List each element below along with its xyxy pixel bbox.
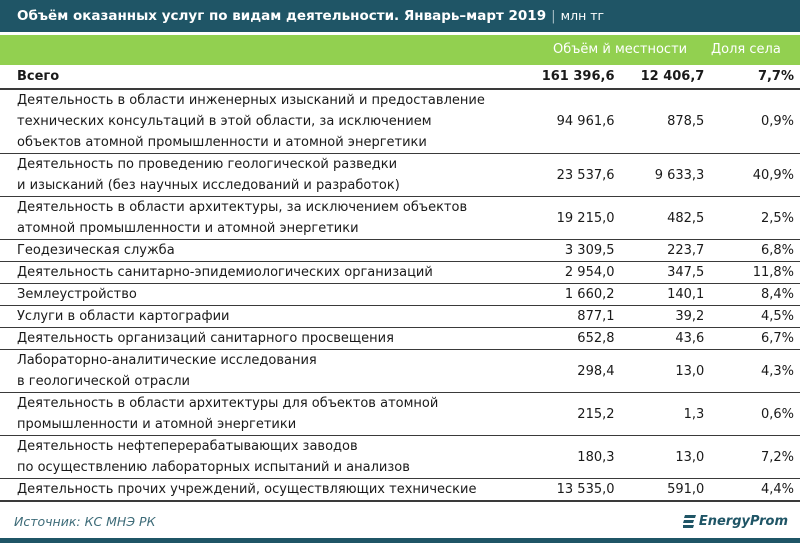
bottom-rule <box>0 538 800 543</box>
table-title: Объём оказанных услуг по видам деятельности. Январь–март 2019 <box>17 8 547 24</box>
row-name-line: и изысканий (без научных исследований и разработок) <box>17 178 400 193</box>
table-row <box>0 89 800 154</box>
table-row <box>0 154 800 197</box>
row-rural-value: 39,2 <box>615 306 705 328</box>
table-row <box>0 306 800 328</box>
row-name <box>0 350 535 393</box>
row-name-line: Деятельность в области инженерных изысканий и предоставление <box>17 93 485 108</box>
row-name: Всего <box>0 66 535 89</box>
row-total-value: 94 961,6 <box>535 89 615 154</box>
row-name <box>0 479 535 502</box>
services-table <box>0 66 800 502</box>
row-total-value: 877,1 <box>535 306 615 328</box>
row-rural-value: 223,7 <box>615 240 705 262</box>
row-share-value: 6,8% <box>704 240 800 262</box>
row-name-line: Деятельность прочих учреждений, осуществляющих технические <box>17 482 477 497</box>
row-name <box>0 262 535 284</box>
row-total-value: 215,2 <box>535 393 615 436</box>
row-name-line: по осуществлению лабораторных испытаний и анализов <box>17 460 410 475</box>
row-name-line: Деятельность санитарно-эпидемиологических организаций <box>17 265 433 280</box>
energyprom-logo-icon <box>683 515 696 529</box>
row-name <box>0 436 535 479</box>
row-share-value: 4,4% <box>704 479 800 502</box>
row-name <box>0 197 535 240</box>
row-name <box>0 89 535 154</box>
table-row <box>0 240 800 262</box>
table-row <box>0 284 800 306</box>
row-total-value: 13 535,0 <box>535 479 615 502</box>
column-header-share: Доля села <box>711 42 781 57</box>
row-share-value: 0,6% <box>704 393 800 436</box>
row-total-value: 161 396,6 <box>535 66 615 89</box>
row-name <box>0 240 535 262</box>
row-name-line: атомной промышленности и атомной энергетики <box>17 221 359 236</box>
logo-text: EnergyProm <box>698 514 788 529</box>
column-header-volume: Объём й местности <box>553 42 688 57</box>
row-name-line: технических консультаций в этой области, за исключением <box>17 114 432 129</box>
row-name-line: Деятельность организаций санитарного просвещения <box>17 331 394 346</box>
row-total-value: 652,8 <box>535 328 615 350</box>
row-total-value: 298,4 <box>535 350 615 393</box>
row-name-line: Деятельность в области архитектуры для объектов атомной <box>17 396 439 411</box>
table-row <box>0 350 800 393</box>
row-share-value: 4,3% <box>704 350 800 393</box>
row-total-value: 180,3 <box>535 436 615 479</box>
row-share-value: 2,5% <box>704 197 800 240</box>
row-name <box>0 284 535 306</box>
row-total-value: 23 537,6 <box>535 154 615 197</box>
row-total-value: 3 309,5 <box>535 240 615 262</box>
table-row <box>0 393 800 436</box>
row-share-value: 11,8% <box>704 262 800 284</box>
row-rural-value: 43,6 <box>615 328 705 350</box>
row-share-value: 7,2% <box>704 436 800 479</box>
row-name <box>0 154 535 197</box>
row-name-line: Услуги в области картографии <box>17 309 230 324</box>
row-rural-value: 9 633,3 <box>615 154 705 197</box>
row-rural-value: 878,5 <box>615 89 705 154</box>
row-name-line: объектов атомной промышленности и атомной энергетики <box>17 135 427 150</box>
table-row <box>0 328 800 350</box>
row-rural-value: 140,1 <box>615 284 705 306</box>
table-row <box>0 436 800 479</box>
row-name-line: Деятельность по проведению геологической разведки <box>17 157 398 172</box>
row-share-value: 4,5% <box>704 306 800 328</box>
table-row-total <box>0 66 800 89</box>
row-name <box>0 393 535 436</box>
row-name-line: Землеустройство <box>17 287 137 302</box>
row-share-value: 7,7% <box>704 66 800 89</box>
table-row <box>0 262 800 284</box>
row-rural-value: 591,0 <box>615 479 705 502</box>
row-share-value: 8,4% <box>704 284 800 306</box>
row-rural-value: 13,0 <box>615 436 705 479</box>
column-header-bar <box>0 35 800 65</box>
source-note: Источник: КС МНЭ РК <box>14 514 156 529</box>
row-rural-value: 13,0 <box>615 350 705 393</box>
row-name <box>0 306 535 328</box>
row-name-line: Геодезическая служба <box>17 243 175 258</box>
row-rural-value: 12 406,7 <box>615 66 705 89</box>
row-share-value: 6,7% <box>704 328 800 350</box>
row-name-line: промышленности и атомной энергетики <box>17 417 297 432</box>
title-separator: | <box>551 8 556 24</box>
row-name-line: в геологической отрасли <box>17 374 190 389</box>
row-name-line: Лабораторно-аналитические исследования <box>17 353 317 368</box>
row-name <box>0 328 535 350</box>
row-share-value: 0,9% <box>704 89 800 154</box>
table-unit: млн тг <box>560 8 605 23</box>
row-total-value: 19 215,0 <box>535 197 615 240</box>
energyprom-logo <box>683 514 788 529</box>
table-title-bar <box>0 0 800 32</box>
row-total-value: 1 660,2 <box>535 284 615 306</box>
row-total-value: 2 954,0 <box>535 262 615 284</box>
row-rural-value: 482,5 <box>615 197 705 240</box>
row-share-value: 40,9% <box>704 154 800 197</box>
row-rural-value: 1,3 <box>615 393 705 436</box>
table-row <box>0 197 800 240</box>
row-name-line: Деятельность в области архитектуры, за исключением объектов <box>17 200 468 215</box>
row-name-line: Деятельность нефтеперерабатывающих заводов <box>17 439 358 454</box>
row-rural-value: 347,5 <box>615 262 705 284</box>
table-row <box>0 479 800 502</box>
